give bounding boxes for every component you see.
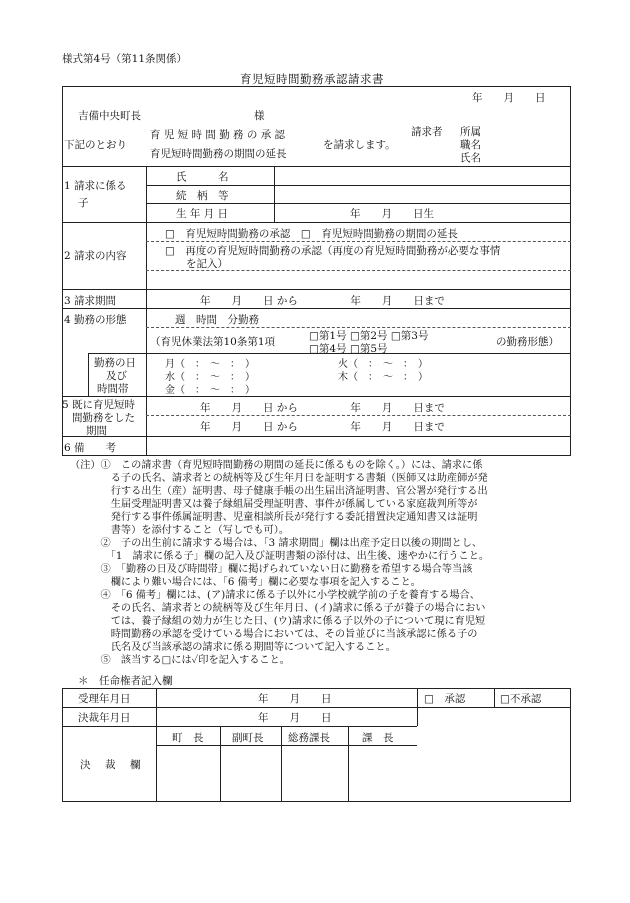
note-line: 欄により難い場合には、「6 備考」欄に必要な事項を記入すること。 bbox=[70, 577, 421, 588]
note-line: 時間勤務の承認を受けている場合においては、その旨並びに当該承認に係る子の bbox=[70, 629, 478, 640]
request-suffix: を請求します。 bbox=[323, 139, 396, 151]
requester-label: 請求者 bbox=[411, 126, 443, 138]
note-line: る子の氏名、請求者との続柄等及び生年月日を証明する書類（医師又は助産師が発 bbox=[70, 473, 488, 484]
prior-period-1: 年 月 日 から 年 月 日まで bbox=[200, 402, 445, 414]
section-chief-column: 課 長 bbox=[362, 732, 394, 744]
note-line: ② 子の出生前に請求する場合は、「3 請求期間」欄は出産予定日以後の期間とし、 bbox=[70, 538, 483, 549]
note-line: ④ 「6 備考」欄には、(ア)請求に係る子以外に小学校就学前の子を養育する場合、 bbox=[70, 590, 480, 601]
receipt-date-value: 年 月 日 bbox=[258, 693, 332, 705]
mayor-column: 町 長 bbox=[172, 732, 204, 744]
note-line: （注）① この請求書（育児短時間勤務の期間の延長に係るものを除く。）には、請求に係 bbox=[70, 460, 483, 471]
decision-date-value: 年 月 日 bbox=[258, 712, 332, 724]
child-relation-label: 続 柄 等 bbox=[176, 190, 229, 202]
note-line: 発行する事件係属証明書、児童相談所長が発行する委託措置決定通知書又は証明 bbox=[70, 512, 478, 523]
reject-checkbox[interactable]: □不承認 bbox=[500, 693, 542, 705]
child-dob-value: 年 月 日生 bbox=[350, 208, 434, 220]
friday-hours: 金（ ： ～ ： ） bbox=[165, 385, 255, 396]
note-line: 「1 請求に係る子」欄の記入及び証明書類の添付は、出生後、速やかに行うこと。 bbox=[70, 551, 490, 562]
stamp-label: 決 裁 欄 bbox=[80, 759, 143, 771]
weekly-hours: 週 時間 分勤務 bbox=[175, 314, 259, 326]
form-number: 様式第4号（第11条関係） bbox=[62, 53, 188, 65]
addressee: 吉備中央町長 bbox=[78, 110, 141, 122]
notes-block bbox=[70, 459, 489, 667]
content-option-line2: □ 再度の育児短時間勤務の承認（再度の育児短時間勤務が必要な事情 bbox=[165, 245, 501, 257]
note-line: ⑤ 該当する□には✓印を記入すること。 bbox=[70, 655, 290, 666]
workday-label-and: 及び bbox=[106, 370, 127, 382]
law-reference: （育児休業法第10条第1項 bbox=[150, 336, 276, 348]
note-line: その氏名、請求者との続柄等及び生年月日、(イ)請求に係る子が養子の場合におい bbox=[70, 603, 486, 614]
general-affairs-column: 総務課長 bbox=[288, 732, 330, 744]
note-line: ては、養子縁組の効力が生じた日、(ウ)請求に係る子以外の子について現に育児短 bbox=[70, 616, 486, 627]
request-period: 年 月 日 から 年 月 日まで bbox=[200, 295, 445, 307]
content-option-line1: □ 育児短時間勤務の承認 □ 育児短時間勤務の期間の延長 bbox=[165, 228, 458, 240]
workday-label: 勤務の日 bbox=[94, 357, 136, 369]
lead-text: 下記のとおり bbox=[64, 139, 127, 151]
thursday-hours: 木（ ： ～ ： ） bbox=[338, 372, 428, 383]
clause-options-2: □第4号 □第5号 bbox=[309, 343, 388, 355]
note-line: 生届受理証明書又は養子縁組届受理証明書、事件が係属している家庭裁判所等が bbox=[70, 499, 478, 510]
name-label: 氏名 bbox=[460, 152, 481, 164]
monday-hours: 月（ ： ～ ： ） bbox=[165, 359, 255, 370]
section5-label-3: 期間 bbox=[86, 425, 107, 437]
option-extension: 育児短時間勤務の期間の延長 bbox=[150, 148, 287, 160]
work-form-suffix: の勤務形態） bbox=[496, 336, 559, 348]
tuesday-hours: 火（ ： ～ ： ） bbox=[338, 359, 428, 370]
prior-period-2: 年 月 日 から 年 月 日まで bbox=[200, 421, 445, 433]
position-label: 職名 bbox=[460, 139, 481, 151]
section2-label: 2 請求の内容 bbox=[64, 250, 127, 262]
note-line: 行する出生（産）証明書、母子健康手帳の出生届出済証明書、官公署が発行する出 bbox=[70, 486, 488, 497]
section1-label: 1 請求に係る bbox=[64, 180, 127, 192]
decision-date-label: 決裁年月日 bbox=[78, 712, 131, 724]
content-option-line3: を記入） bbox=[186, 258, 228, 270]
approve-checkbox[interactable]: □ 承認 bbox=[424, 693, 466, 705]
request-date: 年 月 日 bbox=[472, 92, 546, 104]
note-line: 氏名及び当該承認の請求に係る期間等について記入すること。 bbox=[70, 642, 396, 653]
child-dob-label: 生 年 月 日 bbox=[176, 208, 229, 220]
vice-mayor-column: 副町長 bbox=[232, 732, 264, 744]
clause-options-1: □第1号 □第2号 □第3号 bbox=[309, 330, 429, 342]
workday-label-time: 時間帯 bbox=[97, 383, 129, 395]
section1-label-child: 子 bbox=[78, 197, 89, 209]
option-approval: 育 児 短 時 間 勤 務 の 承 認 bbox=[150, 129, 286, 141]
receipt-date-label: 受理年月日 bbox=[78, 693, 131, 705]
section4-label: 4 勤務の形態 bbox=[64, 314, 127, 326]
note-line: ③ 「勤務の日及び時間帯」欄に掲げられていない日に勤務を希望する場合等当該 bbox=[70, 564, 473, 575]
section5-label-2: 間勤務をした bbox=[72, 412, 135, 424]
child-name-label: 氏 名 bbox=[176, 171, 229, 183]
section3-label: 3 請求期間 bbox=[64, 295, 117, 307]
note-line: 書等）を添付すること（写しでも可）。 bbox=[70, 525, 290, 536]
approver-heading: ＊ 任命権者記入欄 bbox=[78, 675, 173, 687]
addressee-honorific: 様 bbox=[254, 110, 265, 122]
section6-label: 6 備 考 bbox=[64, 442, 117, 454]
document-title: 育児短時間勤務承認請求書 bbox=[240, 72, 384, 86]
section5-label: 5 既に育児短時 bbox=[62, 399, 136, 411]
wednesday-hours: 水（ ： ～ ： ） bbox=[165, 372, 255, 383]
affiliation-label: 所属 bbox=[460, 126, 481, 138]
